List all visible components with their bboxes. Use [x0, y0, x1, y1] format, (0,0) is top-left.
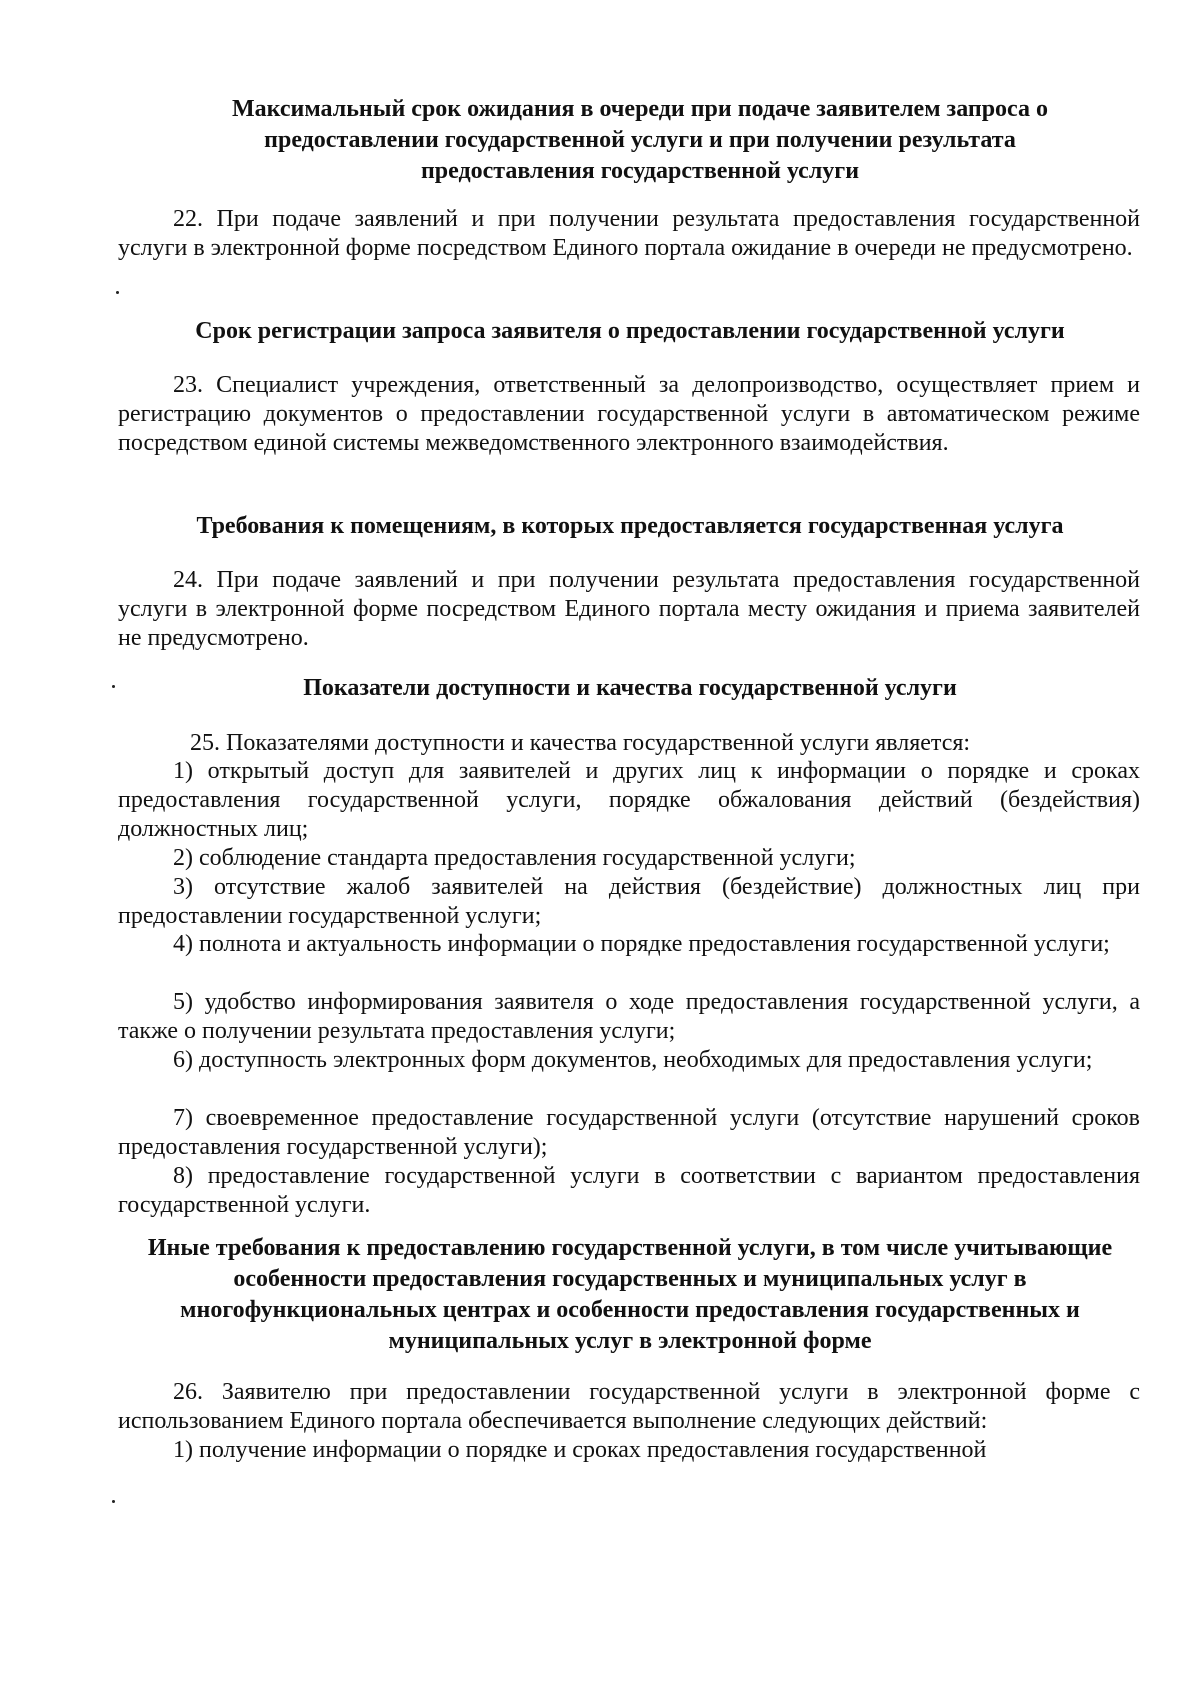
- list-item-25-8: 8) предоставление государственной услуги в соответствии с вариантом предоставления государственной услуги.: [118, 1163, 1140, 1218]
- list-item-25-5: 5) удобство информирования заявителя о ходе предоставления государственной услуги, а также о получении результата предоставления услуги;: [118, 989, 1140, 1044]
- paragraph-23: 23. Специалист учреждения, ответственный за делопроизводство, осуществляет прием и регистрацию документов о предоставлении государственной услуги в автоматическом режиме посредством единой системы межведомственного электронного взаимодействия.: [118, 372, 1140, 456]
- heading-other-requirements: Иные требования к предоставлению государственной услуги, в том числе учитывающие особенности предоставления государственных и муниципальных услуг в многофункциональных центрах и особенности предоставления государственных и муниципальных услуг в электронной форме: [147, 1235, 1113, 1354]
- paragraph-22: 22. При подаче заявлений и при получении результата предоставления государственной услуги в электронной форме посредством Единого портала ожидание в очереди не предусмотрено.: [118, 206, 1140, 261]
- heading-registration-term: Срок регистрации запроса заявителя о предоставлении государственной услуги: [195, 318, 1065, 344]
- list-item-25-4: 4) полнота и актуальность информации о порядке предоставления государственной услуги;: [173, 931, 1110, 957]
- heading-queue-waiting-time: Максимальный срок ожидания в очереди при подаче заявителем запроса о предоставлении государственной услуги и при получении результата предоставления государственной услуги: [231, 96, 1048, 184]
- list-item-26-1: 1) получение информации о порядке и сроках предоставления государственной: [173, 1437, 987, 1463]
- list-item-25-6: 6) доступность электронных форм документов, необходимых для предоставления услуги;: [173, 1047, 1093, 1073]
- list-item-25-1: 1) открытый доступ для заявителей и других лиц к информации о порядке и сроках предоставления государственной услуги, порядке обжалования действий (бездействия) должностных лиц;: [118, 758, 1140, 842]
- paragraph-26-intro: 26. Заявителю при предоставлении государственной услуги в электронной форме с использованием Единого портала обеспечивается выполнение следующих действий:: [118, 1379, 1140, 1434]
- list-item-25-7: 7) своевременное предоставление государственной услуги (отсутствие нарушений сроков предоставления государственной услуги);: [118, 1105, 1140, 1160]
- heading-quality-indicators: Показатели доступности и качества государственной услуги: [303, 675, 957, 701]
- list-item-25-2: 2) соблюдение стандарта предоставления государственной услуги;: [173, 845, 856, 871]
- scan-speck: [116, 291, 119, 294]
- list-item-25-3: 3) отсутствие жалоб заявителей на действия (бездействие) должностных лиц при предоставлении государственной услуги;: [118, 874, 1140, 929]
- scan-speck: [112, 1500, 115, 1503]
- paragraph-25-intro: 25. Показателями доступности и качества государственной услуги является:: [190, 730, 971, 756]
- paragraph-24: 24. При подаче заявлений и при получении результата предоставления государственной услуги в электронной форме посредством Единого портала месту ожидания и приема заявителей не предусмотрено.: [118, 567, 1140, 651]
- heading-premises-requirements: Требования к помещениям, в которых предоставляется государственная услуга: [196, 513, 1064, 539]
- scan-speck: [112, 685, 115, 688]
